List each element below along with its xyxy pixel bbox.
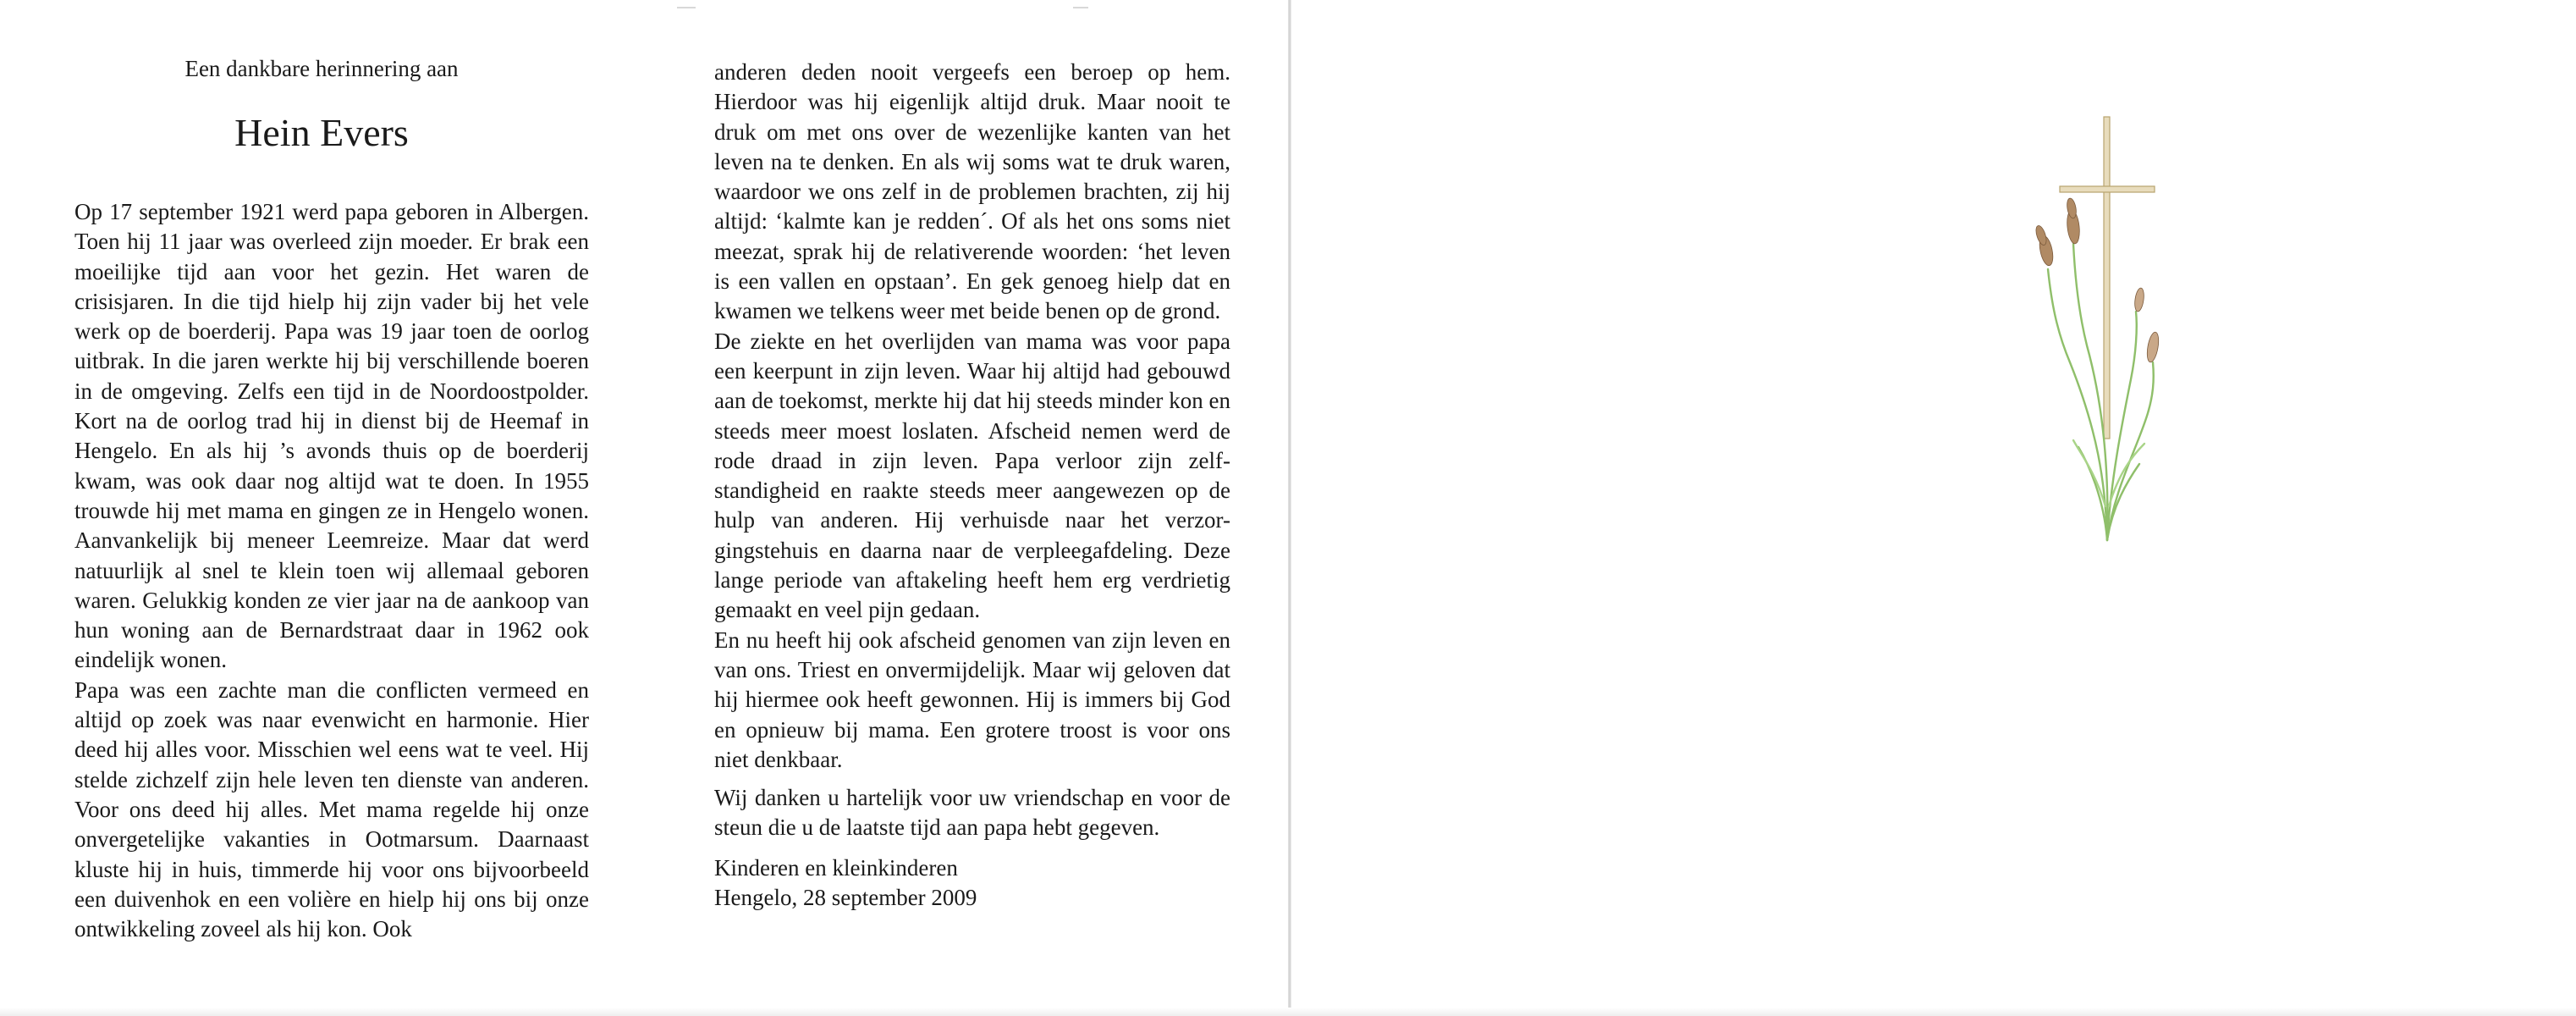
middle-paragraph-3: En nu heeft hij ook afscheid genomen van zijn leven en van ons. Triest en onvermijdelijk. Maar wij geloven dat hij hiermee ook heeft gewonnen. Hij is immers bij God en opnieuw bij mama. Een grotere troost is voor ons niet denkbaar. <box>714 627 1230 772</box>
left-text-column <box>74 197 589 944</box>
scan-mark <box>677 7 696 8</box>
middle-paragraph-2: De ziekte en het overlijden van mama was voor papa een keerpunt in zijn leven. Waar hij altijd had gebouwd aan de toekomst, merkte hij dat hij steeds minder kon en steeds meer moest loslaten. Afscheid nemen werd de rode draad in zijn leven. Papa verloor zijn zelf-standigheid en raakte steeds meer aangewezen op de hulp van anderen. Hij verhuisde naar het verzor-gingstehuis en daarna naar de verpleegafdeling. Deze lange periode van aftakeling heeft hem erg verdrietig gemaakt en veel pijn gedaan. <box>714 328 1230 623</box>
deceased-name: Hein Evers <box>234 111 409 154</box>
scan-mark <box>1073 7 1088 8</box>
right-panel <box>1291 0 2576 1016</box>
intro-line: Een dankbare herinnering aan <box>184 56 459 81</box>
cross-with-wheat-icon <box>1979 108 2199 549</box>
middle-text-column <box>714 58 1230 913</box>
signature-block <box>714 853 1230 914</box>
place-date-line: Hengelo, 28 september 2009 <box>714 885 977 911</box>
card-bottom-edge <box>0 1008 2576 1016</box>
left-paragraph-1: Op 17 september 1921 werd papa geboren in Albergen. Toen hij 11 jaar was overleed zijn moeder. Er brak een moeilijke tijd aan voor het gezin. Het waren de crisisjaren. In die tijd hielp hij zijn vader bij het vele werk op de boerderij. Papa was 19 jaar toen de oorlog uitbrak. In die jaren werkte hij bij verschillende boeren in de omgeving. Zelfs een tijd in de Noordoostpolder. Kort na de oorlog trad hij in dienst bij de Heemaf in Hengelo. En als hij ’s avonds thuis op de boerderij kwam, was ook daar nog altijd wat te doen. In 1955 trouwde hij met mama en gingen ze in Hengelo wonen. Aanvankelijk bij meneer Leemreize. Maar dat werd natuurlijk al snel te klein toen wij allemaal geboren waren. Gelukkig konden ze vier jaar na de aankoop van hun woning aan de Bernardstraat daar in 1962 ook eindelijk wonen. <box>74 199 589 673</box>
middle-paragraph-1: anderen deden nooit vergeefs een beroep op hem. Hierdoor was hij eigenlijk altijd druk. Maar nooit te druk om met ons over de wezenlijke kanten van het leven na te denken. En als wij soms wat te druk waren, waardoor we ons zelf in de problemen brachten, zij hij altijd: ‘kalmte kan je redden´. Of als het ons soms niet meezat, sprak hij de relativerende woorden: ‘het leven is een vallen en opstaan’. En gek genoeg hielp dat en kwamen we telkens weer met beide benen op de grond. <box>714 59 1230 324</box>
left-panel <box>0 0 643 1016</box>
cross-icon <box>2060 117 2155 439</box>
signature-line: Kinderen en kleinkinderen <box>714 854 958 881</box>
middle-panel <box>643 0 1291 1016</box>
thanks-paragraph: Wij danken u hartelijk voor uw vriendschap en voor de steun die u de laatste tijd aan papa hebt gegeven. <box>714 785 1230 841</box>
left-paragraph-2: Papa was een zachte man die conflicten vermeed en altijd op zoek was naar evenwicht en harmonie. Hier deed hij alles voor. Misschien wel eens wat te veel. Hij stelde zichzelf zijn hele leven ten dienste van anderen. Voor ons deed hij alles. Met mama regelde hij onze onvergetelijke vakanties in Ootmarsum. Daarnaast kluste hij in huis, timmerde hij voor ons bijvoorbeeld een duivenhok en een volière en hielp hij ons bij onze ontwikkeling zoveel als hij kon. Ook <box>74 676 589 942</box>
wheat-stems-icon <box>2048 244 2154 540</box>
wheat-ears-icon <box>2034 197 2160 362</box>
